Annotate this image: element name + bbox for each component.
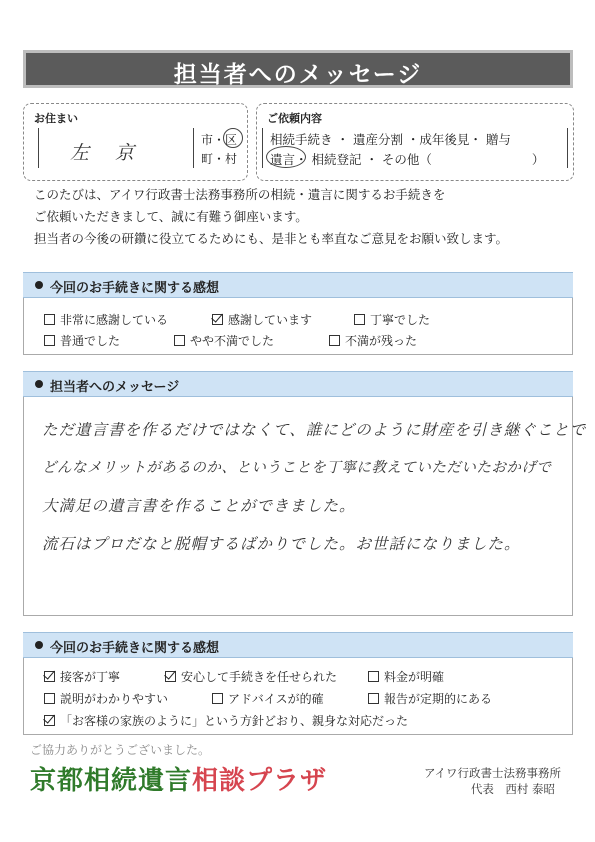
option-accurate-advice[interactable]: アドバイスが的確 (212, 690, 324, 707)
checkbox-icon (44, 693, 55, 704)
option-regular-reports[interactable]: 報告が定期的にある (368, 690, 492, 707)
option-clear-fee[interactable]: 料金が明確 (368, 668, 444, 685)
checkbox-checked-icon (44, 671, 55, 682)
representative-name: 代表 西村 泰昭 (470, 782, 555, 796)
message-line-2: どんなメリットがあるのか、ということを丁寧に教えていただいたおかげで (42, 460, 552, 476)
bullet-icon (35, 281, 43, 289)
thanks-message: ご協力ありがとうございました。 (30, 743, 211, 757)
request-label: ご依頼内容 (267, 112, 322, 125)
message-line-1: ただ遺言書を作るだけではなくて、誰にどのように財産を引き継ぐことで (42, 421, 587, 439)
bullet-icon (35, 380, 43, 388)
section-1-title: 今回のお手続きに関する感想 (50, 281, 220, 296)
option-courteous-service[interactable]: 接客が丁寧 (44, 668, 120, 685)
checkbox-icon (368, 671, 379, 682)
bullet-icon (35, 641, 43, 649)
brand-logo (30, 760, 327, 797)
checkbox-icon (212, 693, 223, 704)
checkbox-icon (368, 693, 379, 704)
option-polite[interactable]: 丁寧でした (354, 311, 430, 328)
address-label: お住まい (34, 112, 78, 125)
office-name: アイワ行政書士法務事務所 (424, 766, 561, 780)
section-3-title: 今回のお手続きに関する感想 (50, 641, 220, 656)
checkbox-icon (354, 314, 365, 325)
address-handwritten: 左 京 (70, 142, 145, 164)
option-easy-explanation[interactable]: 説明がわかりやすい (44, 690, 168, 707)
option-family-like-care[interactable]: 「お客様の家族のように」という方針どおり、親身な対応だった (44, 712, 408, 729)
ward-circle-mark (223, 128, 243, 148)
checkbox-checked-icon (44, 715, 55, 726)
message-line-4: 流石はプロだなと脱帽するばかりでした。お世話になりました。 (42, 535, 521, 553)
section-2-title: 担当者へのメッセージ (50, 380, 180, 395)
will-circle-mark (266, 146, 306, 168)
checkbox-checked-icon (212, 314, 223, 325)
option-trusted-procedure[interactable]: 安心して手続きを任せられた (165, 668, 337, 685)
intro-line-2: ご依頼いただきまして、誠に有難う御座います。 (34, 209, 308, 224)
section-2-header (23, 371, 573, 397)
brand-name-green: 京都相続遺言 (30, 766, 193, 796)
option-grateful[interactable]: 感謝しています (212, 311, 312, 328)
section-1-header (23, 272, 573, 298)
request-line-1: 相続手続き ・ 遺産分割 ・成年後見・ 贈与 (270, 132, 511, 147)
address-unit-bottom: 町・村 (201, 152, 238, 166)
page-title: 担当者へのメッセージ (173, 62, 423, 88)
checkbox-checked-icon (165, 671, 176, 682)
intro-line-1: このたびは、アイワ行政書士法務事務所の相続・遺言に関するお手続きを (34, 187, 446, 202)
checkbox-icon (174, 335, 185, 346)
request-line-2: 遺言・ 相続登記 ・ その他（ ） (270, 152, 545, 167)
option-ordinary[interactable]: 普通でした (44, 332, 120, 349)
brand-name-red: 相談プラザ (192, 766, 328, 796)
checkbox-icon (44, 314, 55, 325)
checkbox-icon (329, 335, 340, 346)
section-3-header (23, 632, 573, 658)
title-banner (23, 50, 573, 88)
checkbox-icon (44, 335, 55, 346)
option-slightly-unsatisfied[interactable]: やや不満でした (174, 332, 274, 349)
message-line-3: 大満足の遺言書を作ることができました。 (42, 497, 356, 515)
address-unit-top: 市・区 (201, 133, 238, 147)
option-unsatisfied[interactable]: 不満が残った (329, 332, 417, 349)
option-very-grateful[interactable]: 非常に感謝している (44, 311, 168, 328)
intro-line-3: 担当者の今後の研鑽に役立てるためにも、是非とも率直なご意見をお願い致します。 (34, 231, 509, 246)
